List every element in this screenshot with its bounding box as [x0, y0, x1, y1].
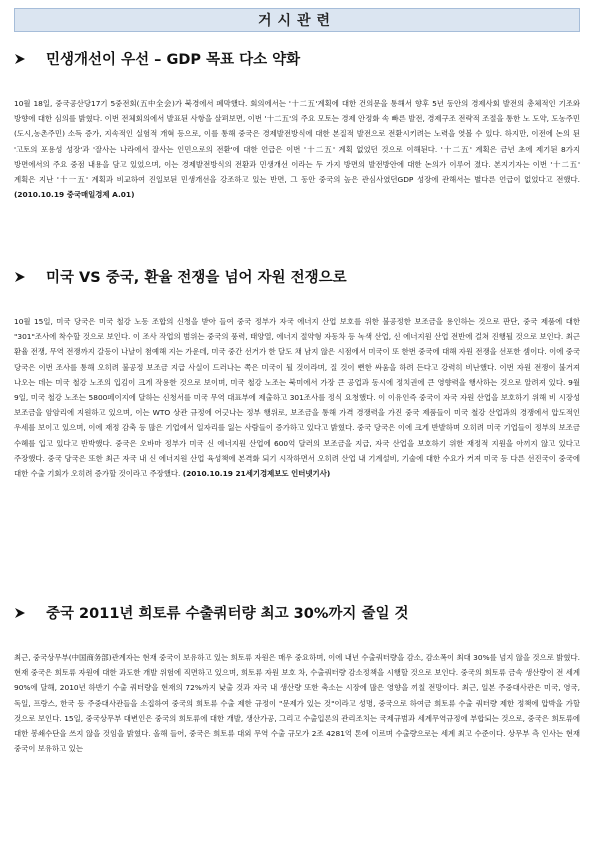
section-title-text: 중국 2011년 희토류 수출쿼터량 최고 30%까지 줄일 것: [46, 606, 409, 622]
section-title-text: 미국 VS 중국, 환율 전쟁을 넘어 자원 전쟁으로: [46, 270, 347, 286]
article-source: (2010.10.19 21세기경제보도 인터넷기사): [182, 469, 331, 479]
section-heading: [14, 602, 580, 623]
arrow-bullet-icon: [14, 607, 32, 619]
section-heading: [14, 266, 580, 287]
arrow-bullet-icon: [14, 53, 32, 65]
section-heading: [14, 48, 580, 69]
article-text: 10월 15일, 미국 당국은 미국 철강 노동 조합의 신청을 받아 들여 중국 정부가 자국 에너지 산업 보호를 위한 불공정한 보조금을 용인하는 것으로 판단, 중국 제품에 대한 "301"조사에 착수할 것으로 보인다. 이 조사 작업의 범위는 중국의 풍력, 태양열, 에너지 절약형 자동차 등 녹색 산업, 신 에너지원 산업 전반에 걸쳐 진행될 것으로 보인다. 최근 환율 전쟁, 무역 전쟁까지 갈등이 나날이 첨예해 지는 가운데, 미국 중간 선거가 한 달도 채 남지 않은 시점에서 미국이 또 한번 중국에 대해 자원 전쟁을 선포한 셈이다. 이에 중국 당국은 이번 조사를 통해 오히려 불공정 보조금 지급 사실이 드러나는 쪽은 미국이 될 것이라며, 질 것이 뻔한 싸움을 하려 든다고 강력히 비난했다. 이번 자원 전쟁이 불거져 나오는 데는 미국 철강 노조의 입김이 크게 작용한 것으로 보이며, 미국 철강 노조는 북미에서 가장 큰 공업과 동시에 정치권에 큰 영향력을 행사하는 것으로 알려져 있다. 9월 9일, 미국 철강 노조는 5800페이지에 달하는 신청서를 미국 무역 대표부에 제출하고 301조사를 정식 요청했다. 이 이유인즉 중국이 자국 자원 산업을 보호하기 위해 비 시장성 보조금을 암암리에 지원하고 있으며, 이는 WTO 상관 규정에 어긋나는 정부 행위로, 보조금을 통해 가격 경쟁력을 가진 중국 제품들이 미국 철강 산업과의 경쟁에서 압도적인 우세를 보이고 있으며, 이에 재정 감축 등 많은 기업에서 일자리를 잃는 사람들이 증가하고 있다고 밝혔다. 중국 당국은 이에 크게 반발하며 오히려 미국 기업들이 정부의 보조금 수혜를 입고 있다고 반박했다. 중국은 오바마 정부가 미국 신 에너지원 산업에 600억 달러의 보조금을 지급, 자국 산업을 보호하기 위한 재정적 지원을 아끼지 않고 있다고 주장했다. 중국 당국은 또한 최근 자국 내 신 에너지원 산업 육성책에 본격화 되기 시작하면서 오히려 산업 내 기계설비, 기술에 대한 수요가 커져 미국 등 다른 선진국이 중국에 대한 수출 기회가 오히려 증가할 것이라고 주장했다.: [14, 317, 580, 479]
article-text: 10월 18일, 중국공산당17기 5중전회(五中全会)가 북경에서 폐막했다. 회의에서는 '十二五'계획에 대한 건의문을 통해서 향후 5년 동안의 경제사회 발전의 총체적인 기조와 방향에 대한 심의를 밝혔다. 이번 전체회의에서 발표된 사항을 살펴보면, 이번 '十二五'의 주요 모토는 경제 안정화 속 빠른 발전, 경제구조 전략적 조절을 통한 노 도약, 도농주민(도시,농촌주민) 소득 증가, 지속적인 실험적 개혁 등으로, 이를 통해 중국은 경제발전방식에 대한 본질적 발전으로 전환시키려는 노력을 엿볼 수 있다. 하지만, 이전에 논의 된 '고토의 포용성 성장'과 '잘사는 나라에서 잘사는 인민으로의 전환'에 대한 언급은 이번 '十二五' 계획 없었던 것으로 이해된다. '十二五' 계획은 금년 초에 제기된 8가지 방면에서의 주요 중점 내용을 담고 있었으며, 이는 경제발전방식의 전환과 민생개선 이라는 두 가지 방면의 발전방안에 대한 논의가 이루어 졌다. 본지기자는 이번 '十二五' 계획은 지난 '十一五' 계획과 비교하여 진일보된 민생개선을 강조하고 있는 반면, 그 동안 중국의 높은 관심사였던GDP 성장에 관해서는 별다른 언급이 없었다고 전했다.: [14, 99, 580, 185]
article-source: (2010.10.19 중국매일경제 A.01): [14, 190, 135, 200]
section-title-text: 민생개선이 우선 – GDP 목표 다소 약화: [46, 52, 301, 68]
article-body: [14, 314, 580, 584]
article-body: [14, 96, 580, 266]
article-body: [14, 650, 580, 840]
arrow-bullet-icon: [14, 271, 32, 283]
article-text: 최근, 중국상무부(中国商务部)관계자는 현재 중국이 보유하고 있는 희토류 자원은 매우 중요하며, 이에 내년 수출쿼터량을 감소, 감소폭이 최대 30%를 넘지 않을 것으로 밝혔다. 현재 중국은 희토류 자원에 대한 과도한 개발 위험에 직면하고 있으며, 희토류 자원 보호 차, 수출쿼터량 감소정책을 시행할 것으로 보인다. 중국의 희토류 금속 생산량이 전 세계 90%에 달해, 2010년 하반기 수출 쿼터량을 현재의 72%까지 낮출 것과 자국 내 생산량 또한 축소는 시장에 많은 영향을 끼칠 전망이다. 최근, 일본 주중대사관은 미국, 영국, 독일, 프랑스, 한국 등 주중대사관들을 소집하여 중국의 희토류 수출 제한 규정이 "문제가 있는 것"이라고 성명, 중국으로 하여금 희토류 수출 쿼터량 제한 정책에 압박을 가할 것으로 보인다. 15일, 중국상무부 대변인은 중국의 희토류에 대한 개발, 생산가공, 그리고 수출입론의 관리조치는 국제규범과 세계무역규정에 부합되는 것으로, 중국은 희토류에 대한 봉쇄수단을 쓰지 않을 것임을 밝혔다. 올해 들어, 중국은 희토류 대외 무역 수출 규모가 2조 4281억 톤에 이르며 수출량으로는 세계 최고 수준이다. 상무부 측 인사는 현재 중국이 보유하고 있는: [14, 653, 580, 754]
header-banner: [14, 8, 580, 32]
header-title: 거시관련: [257, 13, 337, 29]
